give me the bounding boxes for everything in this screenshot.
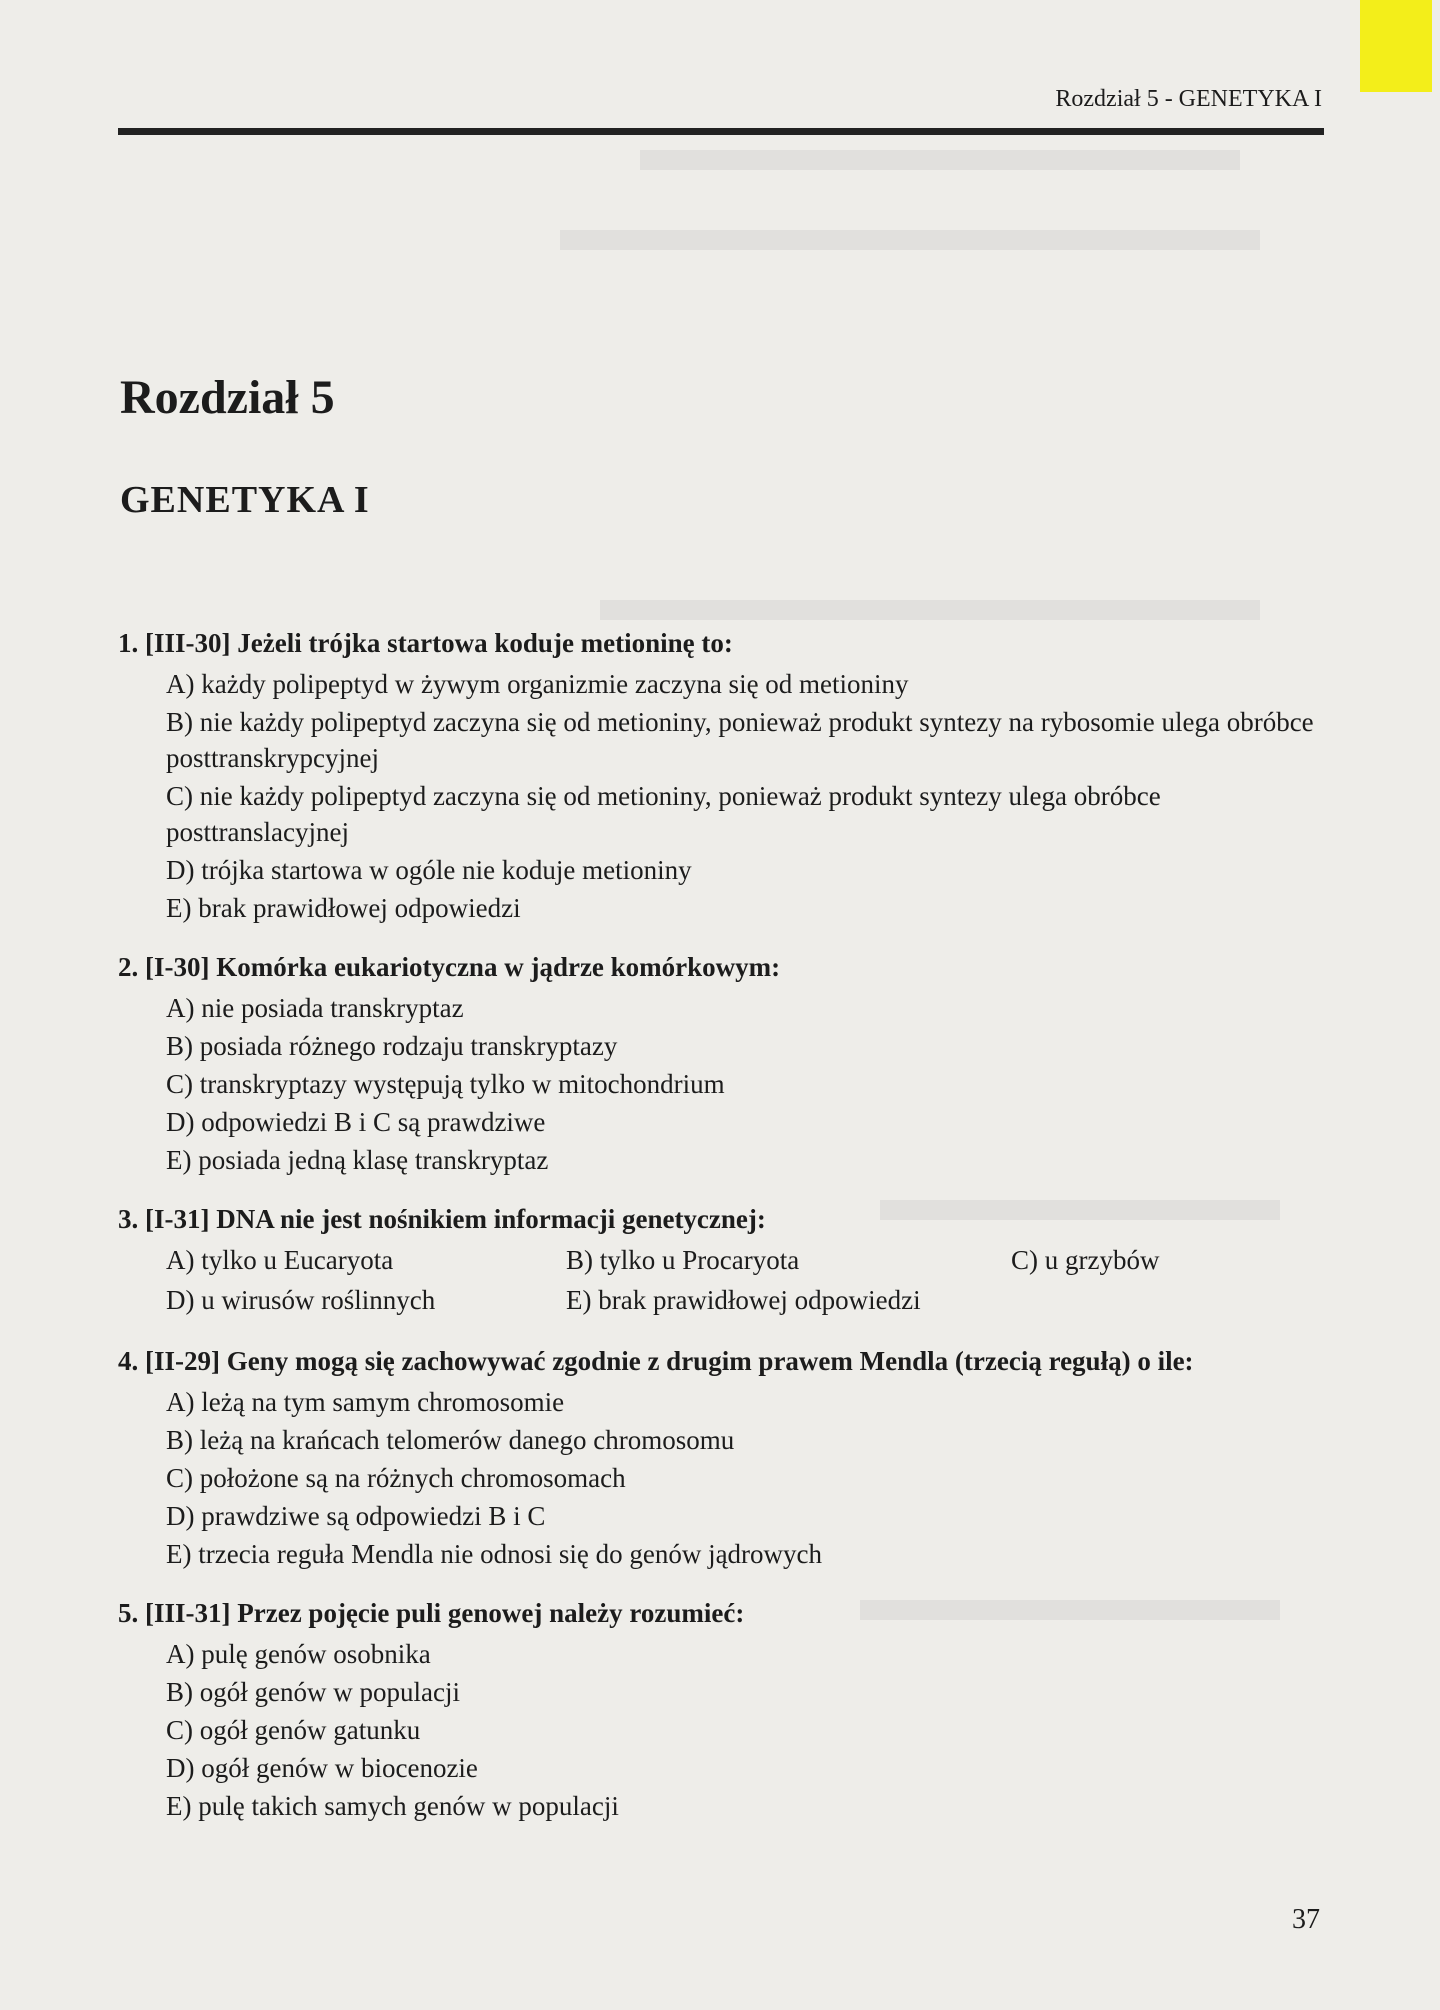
bleed-through-1 xyxy=(640,150,1240,170)
answer-option: B) nie każdy polipeptyd zaczyna się od metioniny, ponieważ produkt syntezy na rybosomie ulega obróbce posttranskrypcyjnej xyxy=(166,707,1314,773)
answer-option: B) tylko u Procaryota xyxy=(566,1245,800,1275)
answer-option: B) posiada różnego rodzaju transkryptazy xyxy=(166,1031,618,1061)
answer-option: B) ogół genów w populacji xyxy=(166,1677,460,1707)
answer-list xyxy=(118,1636,1328,1824)
answer-option: C) położone są na różnych chromosomach xyxy=(166,1463,626,1493)
question-stem: 2. [I-30] Komórka eukariotyczna w jądrze komórkowym: xyxy=(118,952,781,982)
answer-option: C) u grzybów xyxy=(1011,1245,1160,1275)
question-stem: 5. [III-31] Przez pojęcie puli genowej należy rozumieć: xyxy=(118,1598,745,1628)
question-stem: 3. [I-31] DNA nie jest nośnikiem informacji genetycznej: xyxy=(118,1204,766,1234)
question-stem: 1. [III-30] Jeżeli trójka startowa koduje metioninę to: xyxy=(118,628,733,658)
answer-list xyxy=(118,990,1328,1178)
yellow-sticky-tab xyxy=(1360,0,1432,92)
answer-list xyxy=(118,666,1328,926)
answer-option: D) trójka startowa w ogóle nie koduje metioniny xyxy=(166,855,692,885)
answer-option: E) posiada jedną klasę transkryptaz xyxy=(166,1145,549,1175)
answer-list xyxy=(118,1242,1328,1320)
answer-option: E) brak prawidłowej odpowiedzi xyxy=(166,893,521,923)
question-3 xyxy=(118,1200,1328,1320)
answer-option: C) transkryptazy występują tylko w mitochondrium xyxy=(166,1069,725,1099)
answer-option: C) ogół genów gatunku xyxy=(166,1715,421,1745)
question-list xyxy=(118,624,1328,1846)
bleed-through-3 xyxy=(600,600,1260,620)
answer-option: E) pulę takich samych genów w populacji xyxy=(166,1791,619,1821)
question-5 xyxy=(118,1594,1328,1824)
answer-option: E) trzecia reguła Mendla nie odnosi się do genów jądrowych xyxy=(166,1539,823,1569)
answer-option: A) tylko u Eucaryota xyxy=(166,1245,394,1275)
answer-option: C) nie każdy polipeptyd zaczyna się od metioniny, ponieważ produkt syntezy ulega obróbce posttranslacyjnej xyxy=(166,781,1161,847)
answer-option: A) leżą na tym samym chromosomie xyxy=(166,1387,565,1417)
running-header: Rozdział 5 - GENETYKA I xyxy=(1055,86,1322,112)
answer-option: E) brak prawidłowej odpowiedzi xyxy=(566,1285,921,1315)
answer-option: A) nie posiada transkryptaz xyxy=(166,993,464,1023)
chapter-label: Rozdział 5 xyxy=(120,371,335,424)
answer-option: B) leżą na krańcach telomerów danego chromosomu xyxy=(166,1425,735,1455)
chapter-title: GENETYKA I xyxy=(120,479,370,521)
answer-option: A) każdy polipeptyd w żywym organizmie zaczyna się od metioniny xyxy=(166,669,909,699)
question-4 xyxy=(118,1342,1328,1572)
question-1 xyxy=(118,624,1328,926)
header-rule xyxy=(118,128,1324,135)
question-stem: 4. [II-29] Geny mogą się zachowywać zgodnie z drugim prawem Mendla (trzecią regułą) o ile: xyxy=(118,1346,1194,1376)
bleed-through-2 xyxy=(560,230,1260,250)
answer-option: D) ogół genów w biocenozie xyxy=(166,1753,478,1783)
answer-option: D) prawdziwe są odpowiedzi B i C xyxy=(166,1501,546,1531)
answer-option: D) u wirusów roślinnych xyxy=(166,1285,436,1315)
question-2 xyxy=(118,948,1328,1178)
answer-option: D) odpowiedzi B i C są prawdziwe xyxy=(166,1107,546,1137)
page-number: 37 xyxy=(1292,1904,1320,1935)
answer-list xyxy=(118,1384,1328,1572)
answer-option: A) pulę genów osobnika xyxy=(166,1639,431,1669)
